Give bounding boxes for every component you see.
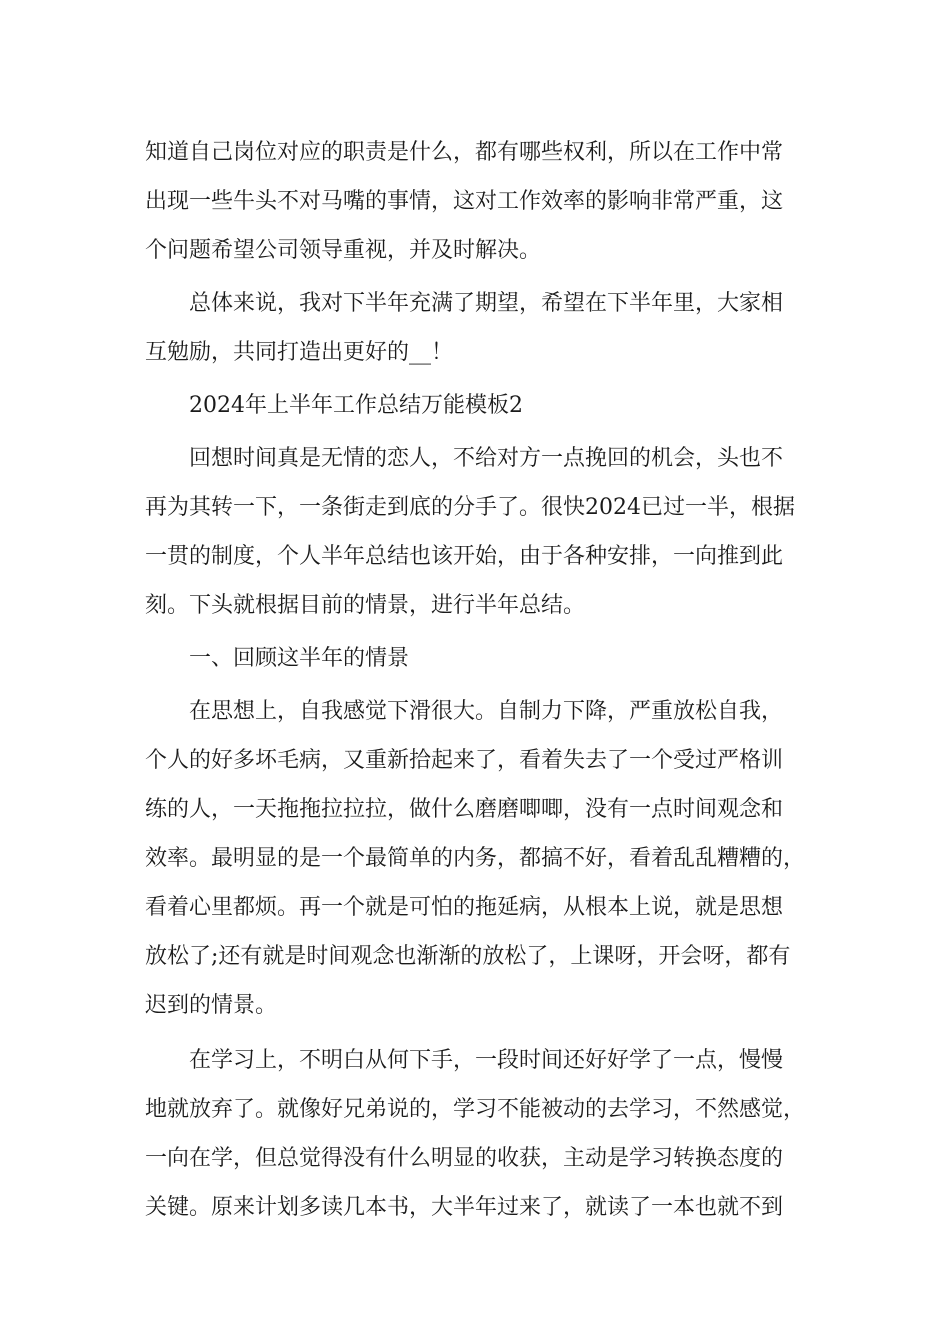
text-line: 地就放弃了。就像好兄弟说的，学习不能被动的去学习，不然感觉， xyxy=(145,1097,806,1122)
text-line: 个问题希望公司领导重视，并及时解决。 xyxy=(145,238,542,263)
subheading-text: 一、回顾这半年的情景 xyxy=(189,646,410,671)
section-title-text: 2024年上半年工作总结万能模板2 xyxy=(189,393,523,418)
text-line: 刻。下头就根据目前的情景，进行半年总结。 xyxy=(145,593,586,618)
text-line: 回想时间真是无情的恋人，不给对方一点挽回的机会，头也不 xyxy=(189,446,784,471)
text-line: 互勉励，共同打造出更好的__！ xyxy=(145,340,454,365)
text-line: 再为其转一下，一条街走到底的分手了。很快2024已过一半，根据 xyxy=(145,495,795,520)
text-line: 知道自己岗位对应的职责是什么，都有哪些权利，所以在工作中常 xyxy=(145,140,784,165)
text-line: 出现一些牛头不对马嘴的事情，这对工作效率的影响非常严重，这 xyxy=(145,189,784,214)
subheading xyxy=(145,634,815,683)
text-line: 在思想上，自我感觉下滑很大。自制力下降，严重放松自我， xyxy=(189,699,784,724)
text-line: 总体来说，我对下半年充满了期望，希望在下半年里，大家相 xyxy=(189,291,784,316)
section-title xyxy=(145,381,815,430)
paragraph-summary xyxy=(145,279,815,377)
text-line: 练的人，一天拖拖拉拉拉，做什么磨磨唧唧，没有一点时间观念和 xyxy=(145,797,784,822)
text-line: 效率。最明显的是一个最简单的内务，都搞不好，看着乱乱糟糟的， xyxy=(145,846,806,871)
text-line: 在学习上，不明白从何下手，一段时间还好好学了一点，慢慢 xyxy=(189,1048,784,1073)
document-body xyxy=(145,128,815,1232)
text-line: 个人的好多坏毛病，又重新拾起来了，看着失去了一个受过严格训 xyxy=(145,748,784,773)
paragraph-intro xyxy=(145,434,815,630)
text-line: 一向在学，但总觉得没有什么明显的收获，主动是学习转换态度的 xyxy=(145,1146,784,1171)
text-line: 放松了;还有就是时间观念也渐渐的放松了，上课呀，开会呀，都有 xyxy=(145,944,791,969)
paragraph-study xyxy=(145,1036,815,1232)
paragraph-thinking xyxy=(145,687,815,1030)
text-line: 迟到的情景。 xyxy=(145,993,278,1018)
text-line: 看着心里都烦。再一个就是可怕的拖延病，从根本上说，就是思想 xyxy=(145,895,784,920)
text-line: 关键。原来计划多读几本书，大半年过来了，就读了一本也就不到 xyxy=(145,1195,784,1220)
paragraph-continuation xyxy=(145,128,815,275)
text-line: 一贯的制度，个人半年总结也该开始，由于各种安排，一向推到此 xyxy=(145,544,784,569)
